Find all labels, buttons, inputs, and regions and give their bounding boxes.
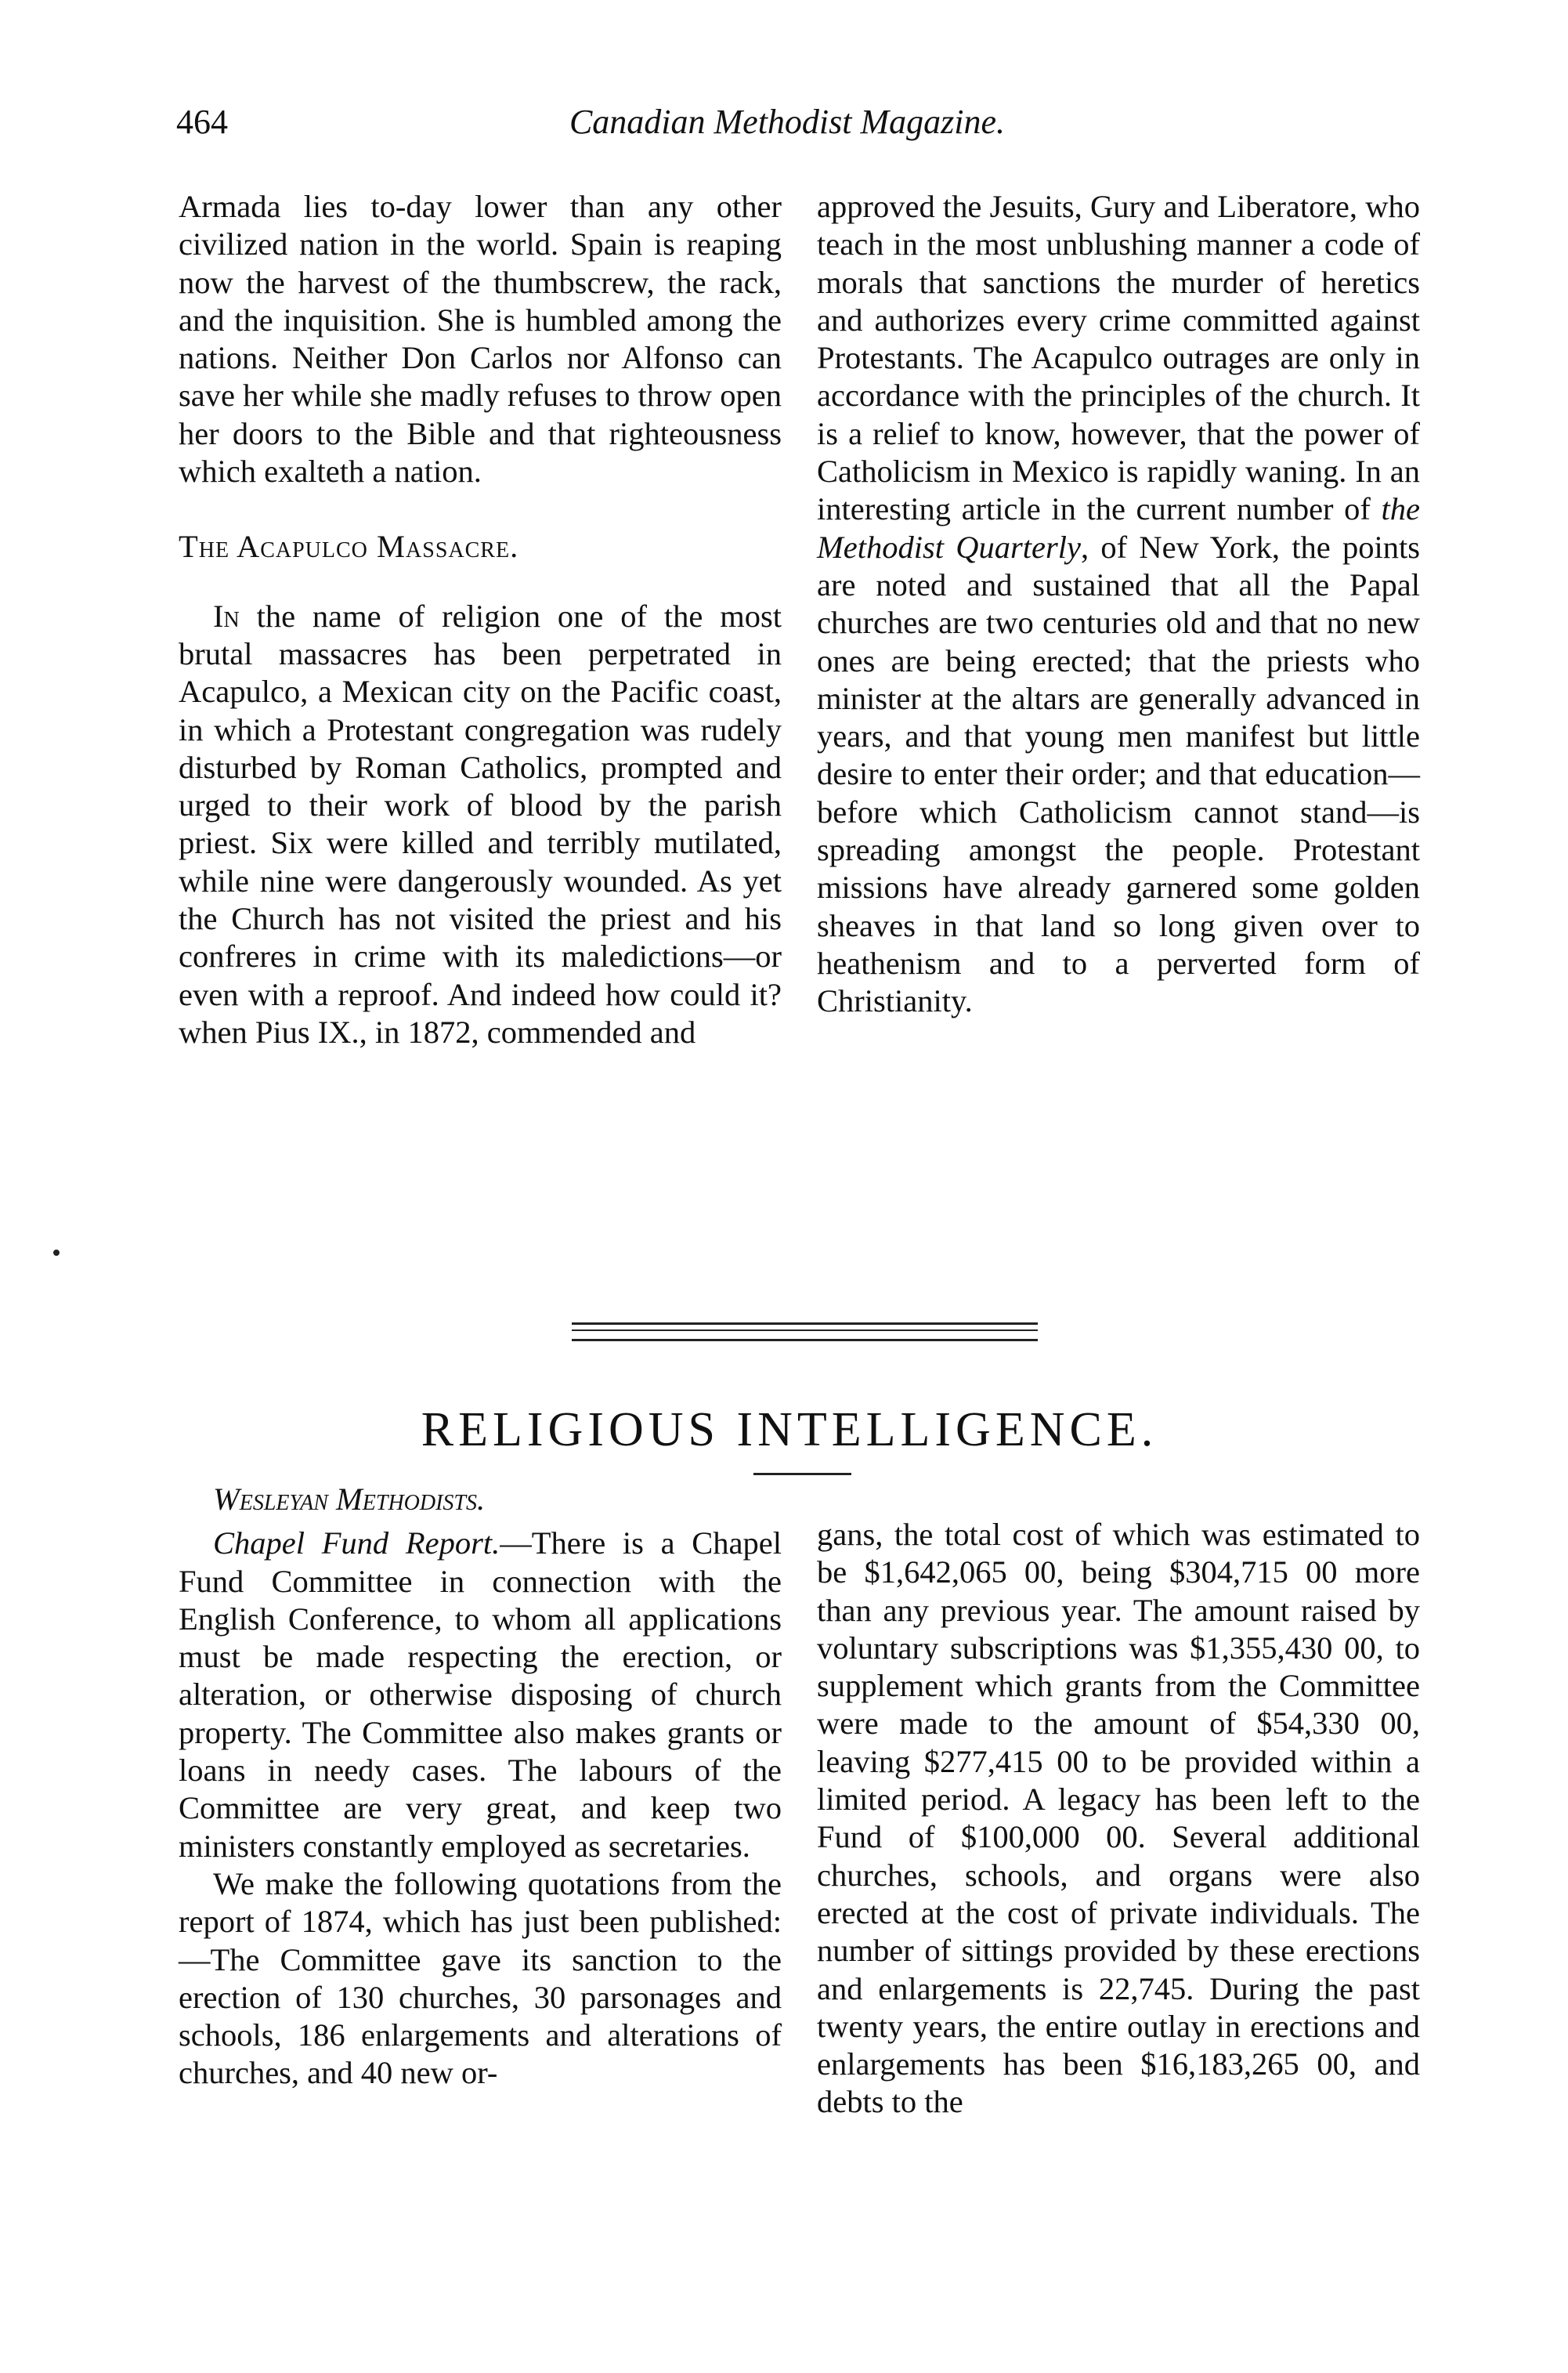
title-underline (753, 1473, 851, 1475)
chapel-fund-paragraph (179, 1525, 782, 1865)
top-right-column (817, 188, 1420, 1021)
running-title: Canadian Methodist Magazine. (569, 103, 1006, 141)
organs-paragraph: gans, the total cost of which was estimated to be $1,642,065 00, being $304,715 00 more than any previous year. The amount raised by voluntary subscriptions was $1,355,430 00, to supplement which grants from the Committee were made to the amount of $54,330 00, leaving $277,415 00 to be provided within a limited period. A legacy has been left to the Fund of $100,000 00. Several additional churches, schools, and organs were also erected at the cost of private individuals. The number of sittings provided by these erections and enlargements is 22,745. During the past twenty years, the entire outlay in erections and enlargements has been $16,183,265 00, and debts to the (817, 1517, 1420, 2120)
jesuits-body-end: , of New York, the points are noted and sustained that all the Papal churches are two centuries old and that no new ones are being erected; that the priests who minister at the altars are generally advanced in years, and that young men manifest but little desire to enter their order; and that education—before which Catholicism cannot stand—is spreading amongst the people. Protestant missions have already garnered some golden sheaves in that land so long given over to heathenism and to a perverted form of Christianity. (817, 529, 1420, 1019)
acapulco-body: the name of religion one of the most brutal massacres has been perpetrated in Acapulco, a Mexican city on the Pacific coast, in which a Protestant congregation was rudely disturbed by Roman Catholics, prompted and urged to their work of blood by the parish priest. Six were killed and terribly mutilated, while nine were dangerously wounded. As yet the Church has not visited the priest and his confreres in crime with its maledictions—or even with a reproof. And indeed how could it? when Pius IX., in 1872, commended and (179, 598, 782, 1050)
top-left-column (179, 188, 782, 1051)
jesuits-body-start: approved the Jesuits, Gury and Liberatore, who teach in the most unblushing manner a code of morals that sanctions the murder of heretics and authorizes every crime committed against Protestants. The Acapulco outrages are only in accordance with the principles of the church. It is a relief to know, however, that the power of Catholicism in Mexico is rapidly waning. In an interesting article in the current number of (817, 189, 1420, 527)
margin-mark (53, 1250, 60, 1256)
acapulco-paragraph (179, 598, 782, 1052)
jesuits-paragraph (817, 188, 1420, 1021)
wesleyan-heading: Wesleyan Methodists. (213, 1481, 486, 1517)
bottom-left-column (179, 1481, 782, 2093)
methodist-quarterly-title: the Methodist Quarterly (817, 491, 1420, 565)
acapulco-lead-word: In (213, 598, 240, 634)
acapulco-heading: The Acapulco Massacre. (179, 529, 519, 565)
spain-paragraph: Armada lies to-day lower than any other civilized nation in the world. Spain is reaping now the harvest of the thumbscrew, the rack, and the inquisition. She is humbled among the nations. Neither Don Carlos nor Alfonso can save her while she madly refuses to throw open her doors to the Bible and that righteousness which exalteth a nation. (179, 189, 782, 490)
bottom-right-column (817, 1516, 1420, 2122)
quotations-paragraph: We make the following quotations from the report of 1874, which has just been published:—The Committee gave its sanction to the erection of 130 churches, 30 parsonages and schools, 186 enlargements and alterations of churches, and 40 new or- (179, 1865, 782, 2091)
section-divider (572, 1322, 1038, 1341)
page-number: 464 (176, 103, 228, 141)
section-title: RELIGIOUS INTELLIGENCE. (421, 1403, 1158, 1456)
chapel-fund-body: —There is a Chapel Fund Committee in connection with the English Conference, to whom all applications must be made respecting the erection, or alteration, or otherwise disposing of church property. The Committee also makes grants or loans in needy cases. The labours of the Committee are very great, and keep two ministers constantly employed as secretaries. (179, 1525, 782, 1864)
page-header (176, 102, 1398, 149)
chapel-fund-lead: Chapel Fund Report. (213, 1525, 500, 1561)
